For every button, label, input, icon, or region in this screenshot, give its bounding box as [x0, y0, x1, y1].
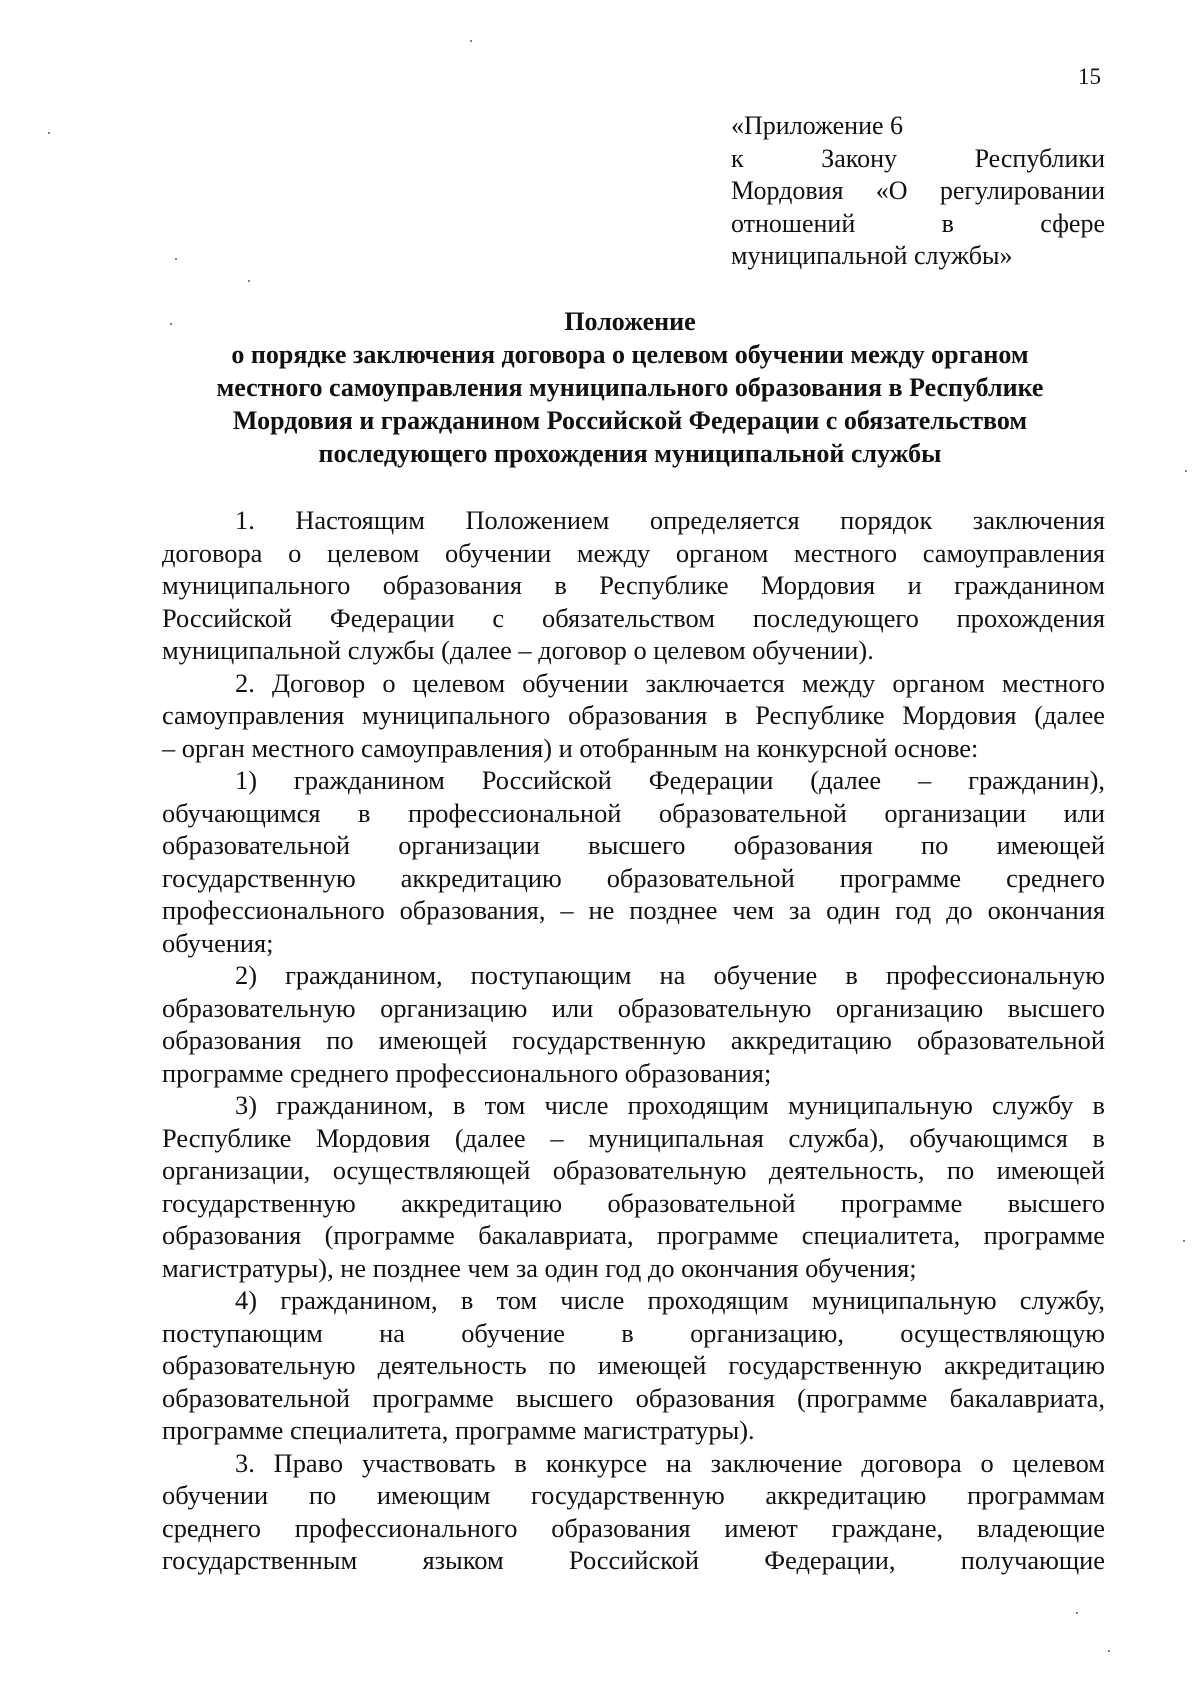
title-line: последующего прохождения муниципальной службы [318, 439, 942, 468]
page-number: 15 [1078, 64, 1101, 89]
title-line: Мордовия и гражданином Российской Федерации с обязательством [232, 406, 1028, 435]
paragraph-line: 2. Договор о целевом обучении заключается между органом местного [235, 667, 1105, 698]
paragraph-line: образовательную деятельность по имеющей государственную аккредитацию [162, 1350, 1105, 1380]
paragraph-line: договора о целевом обучении между органом местного самоуправления [162, 537, 1105, 568]
scan-speck [170, 323, 172, 325]
paragraph-line: программе специалитета, программе магистратуры). [162, 1415, 755, 1445]
paragraph-line: государственным языком Российской Федерации, получающие [162, 1545, 1105, 1575]
paragraph-line: магистратуры), не позднее чем за один год до окончания обучения; [162, 1252, 917, 1283]
paragraph-line: 1) гражданином Российской Федерации (далее – гражданин), [235, 765, 1105, 795]
paragraph-line: 4) гражданином, в том числе проходящим муниципальную службу, [235, 1285, 1105, 1315]
scan-speck [1076, 1612, 1078, 1614]
scan-speck [1108, 1650, 1110, 1652]
paragraph-line: 2) гражданином, поступающим на обучение в профессиональную [235, 960, 1105, 990]
paragraph-line: образовательной организации высшего образования по имеющей [162, 830, 1105, 860]
annex-reference [731, 110, 1105, 273]
scan-speck [248, 280, 250, 282]
paragraph-line: обучения; [162, 927, 274, 958]
scan-speck [1183, 1240, 1185, 1242]
paragraph-line: Российской Федерации с обязательством последующего прохождения [162, 602, 1105, 633]
paragraph-line: – орган местного самоуправления) и отобранным на конкурсной основе: [162, 732, 979, 763]
paragraph-line: самоуправления муниципального образования в Республике Мордовия (далее [162, 700, 1105, 730]
scan-speck [1185, 470, 1187, 472]
annex-line: отношений в сфере [731, 208, 1105, 238]
paragraph-line: программе среднего профессионального образования; [162, 1057, 772, 1088]
paragraph-line: образования (программе бакалавриата, программе специалитета, программе [162, 1220, 1105, 1250]
paragraph-line: государственную аккредитацию образовательной программе высшего [162, 1187, 1105, 1218]
paragraph-line: профессионального образования, – не позднее чем за один год до окончания [162, 895, 1105, 925]
paragraph-line: Республике Мордовия (далее – муниципальная служба), обучающимся в [162, 1122, 1105, 1153]
paragraph-line: поступающим на обучение в организацию, осуществляющую [162, 1317, 1105, 1348]
document-body [162, 504, 1105, 1577]
document-title [150, 305, 1110, 470]
paragraph-line: муниципального образования в Республике Мордовия и гражданином [162, 570, 1105, 600]
paragraph-line: среднего профессионального образования имеют граждане, владеющие [162, 1512, 1105, 1543]
annex-line: Мордовия «О регулировании [731, 176, 1105, 205]
annex-line: «Приложение 6 [731, 111, 904, 140]
paragraph-line: организации, осуществляющей образовательную деятельность, по имеющей [162, 1155, 1105, 1185]
title-line: о порядке заключения договора о целевом обучении между органом [231, 340, 1029, 369]
paragraph-line: обучении по имеющим государственную аккредитацию программам [162, 1480, 1105, 1510]
paragraph-line: государственную аккредитацию образовательной программе среднего [162, 862, 1105, 893]
paragraph-line: 1. Настоящим Положением определяется порядок заключения [235, 505, 1105, 535]
paragraph-line: муниципальной службы (далее – договор о целевом обучении). [162, 635, 874, 665]
paragraph-line: образования по имеющей государственную аккредитацию образовательной [162, 1025, 1105, 1055]
annex-line: муниципальной службы» [731, 241, 1013, 270]
paragraph-line: 3. Право участвовать в конкурсе на заключение договора о целевом [235, 1447, 1105, 1478]
paragraph-line: образовательную организацию или образовательную организацию высшего [162, 992, 1105, 1023]
scan-speck [48, 132, 50, 134]
annex-line: к Закону Республики [731, 143, 1105, 173]
paragraph-line: образовательной программе высшего образования (программе бакалавриата, [162, 1382, 1105, 1413]
title-line: местного самоуправления муниципального образования в Республике [216, 373, 1044, 402]
paragraph-line: обучающимся в профессиональной образовательной организации или [162, 797, 1105, 828]
scan-speck [175, 258, 177, 260]
title-heading: Положение [564, 307, 696, 336]
scan-speck [470, 40, 472, 42]
paragraph-line: 3) гражданином, в том числе проходящим муниципальную службу в [235, 1090, 1105, 1120]
